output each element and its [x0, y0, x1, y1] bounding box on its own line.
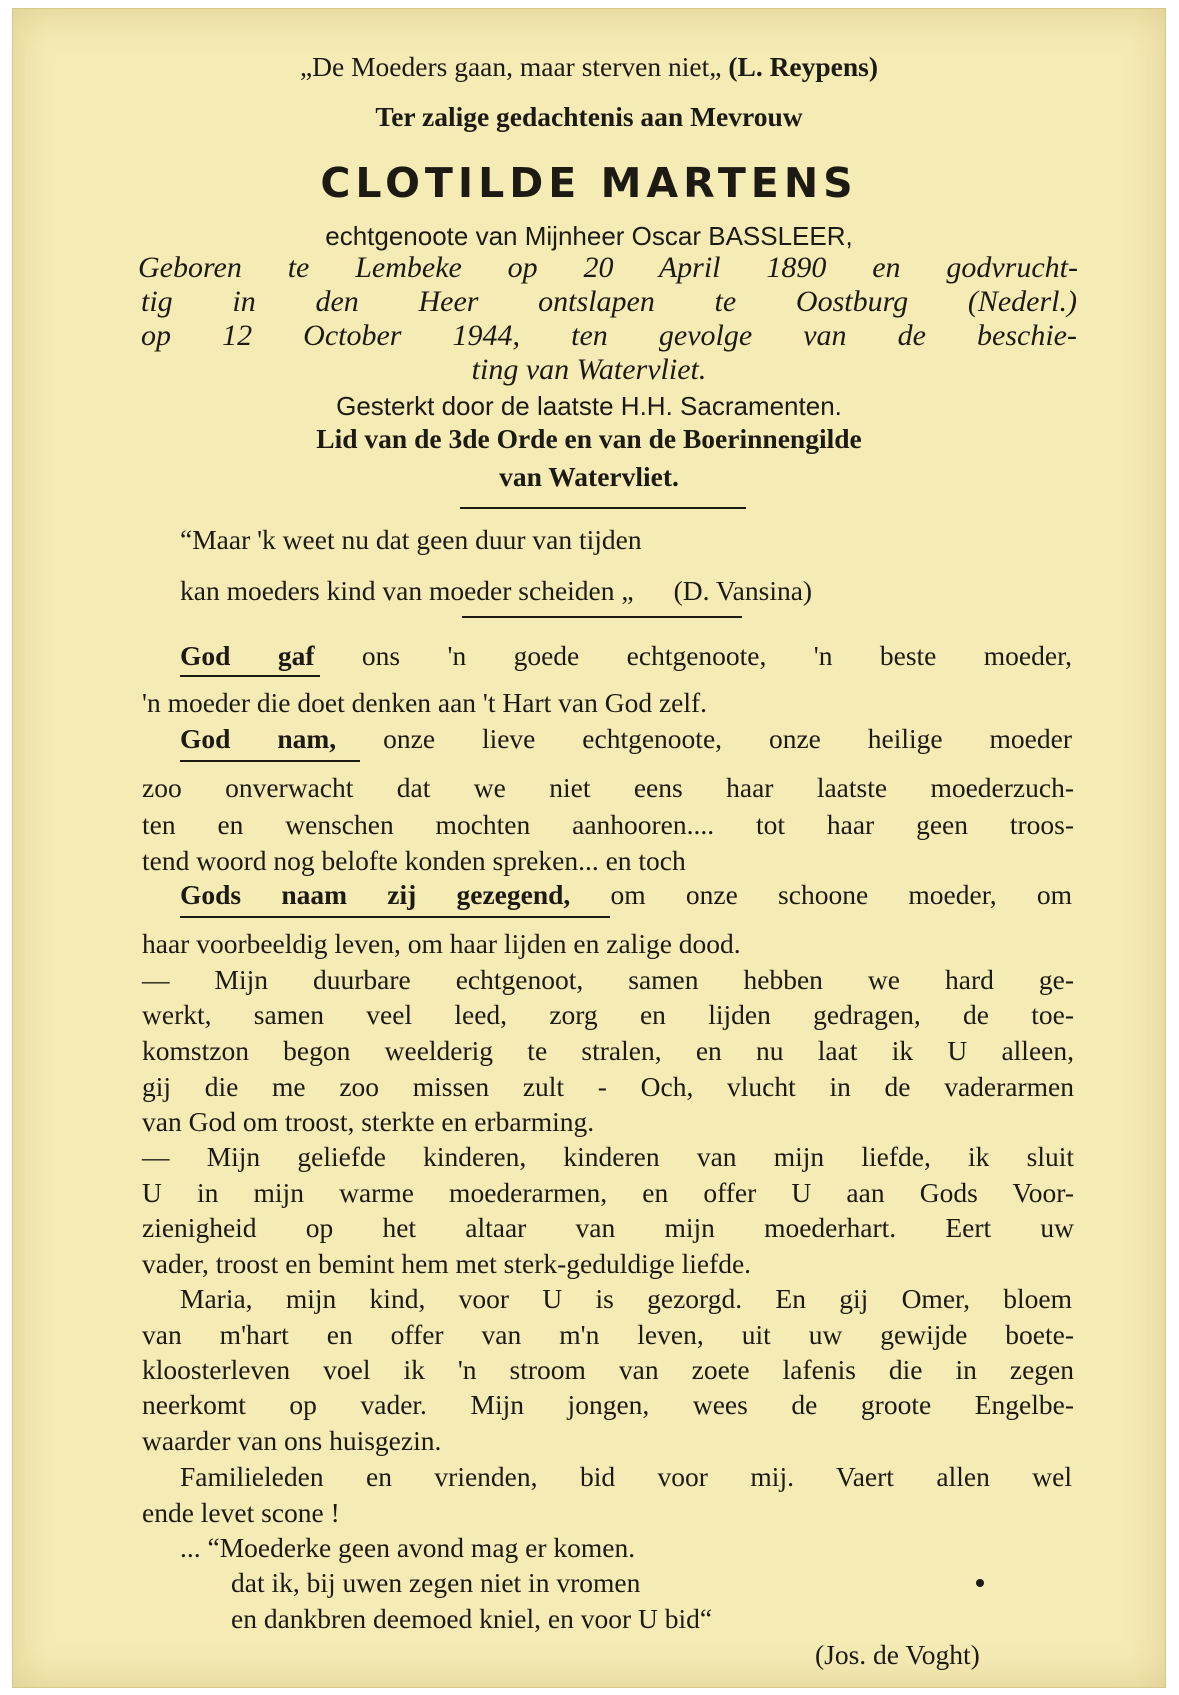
maria-line-1: Maria, mijn kind, voor U is gezorgd. En gij Omer, bloem: [180, 1283, 1072, 1314]
poem-2-line-2: dat ik, bij uwen zegen niet in vromen: [231, 1567, 641, 1598]
husband-line-4: gij die me zoo missen zult - Och, vlucht in de vaderarmen: [142, 1071, 1074, 1102]
deceased-name: CLOTILDE MARTENS: [320, 159, 858, 207]
maria-line-2: van m'hart en offer van m'n leven, uit uw gewijde boete-: [142, 1319, 1074, 1350]
family-line-1: Familieleden en vrienden, bid voor mij. Vaert allen wel: [180, 1461, 1072, 1492]
maria-line-4: neerkomt op vader. Mijn jongen, wees de groote Engelbe-: [142, 1389, 1074, 1420]
dedication: Ter zalige gedachtenis aan Mevrouw: [375, 101, 803, 132]
spouse-line: echtgenoote van Mijnheer Oscar BASSLEER,: [325, 221, 853, 251]
god-gave-underline: [180, 675, 320, 677]
god-gave-line-2: 'n moeder die doet denken aan 't Hart van God zelf.: [142, 687, 708, 718]
poem-2-line-3: en dankbren deemoed kniel, en voor U bid“: [231, 1603, 713, 1634]
poem-1-line-1: “Maar 'k weet nu dat geen duur van tijden: [180, 524, 642, 555]
header-underline: [460, 507, 746, 509]
children-line-2: U in mijn warme moederarmen, en offer U aan Gods Voor-: [142, 1177, 1074, 1208]
membership-line-2: van Watervliet.: [499, 461, 679, 492]
children-line-1: — Mijn geliefde kinderen, kinderen van mijn liefde, ik sluit: [142, 1141, 1074, 1172]
family-line-2: ende levet scone !: [142, 1497, 340, 1528]
poem-2-line-1: ... “Moederke geen avond mag er komen.: [180, 1532, 636, 1563]
opening-quote: [13, 51, 1165, 83]
children-line-4: vader, troost en bemint hem met sterk-geduldige liefde.: [142, 1248, 752, 1279]
gods-name-underline: [180, 916, 610, 918]
ink-dot: [976, 1579, 984, 1587]
sacraments-line: Gesterkt door de laatste H.H. Sacramenten.: [336, 391, 842, 421]
maria-line-3: kloosterleven voel ik 'n stroom van zoete lafenis die in zegen: [142, 1354, 1074, 1385]
maria-line-5: waarder van ons huisgezin.: [142, 1425, 442, 1456]
birth-death-line-2: tig in den Heer ontslapen te Oostburg (Nederl.): [141, 285, 1077, 318]
husband-line-5: van God om troost, sterkte en erbarming.: [142, 1106, 595, 1137]
god-took-underline: [180, 760, 360, 762]
husband-line-2: werkt, samen veel leed, zorg en lijden gedragen, de toe-: [142, 999, 1074, 1030]
memorial-card: [12, 8, 1166, 1688]
poem-1-line-2: kan moeders kind van moeder scheiden „ (D. Vansina): [180, 575, 813, 606]
birth-death-line-1: Geboren te Lembeke op 20 April 1890 en godvrucht-: [138, 251, 1078, 284]
birth-death-line-4: ting van Watervliet.: [471, 353, 707, 386]
poem-2-author: (Jos. de Voght): [815, 1639, 980, 1670]
poem-1-underline: [462, 616, 742, 618]
opening-quote-text: „De Moeders gaan, maar sterven niet„: [299, 51, 722, 82]
membership-line-1: Lid van de 3de Orde en van de Boerinnengilde: [316, 423, 862, 454]
husband-line-3: komstzon begon weelderig te stralen, en nu laat ik U alleen,: [142, 1035, 1074, 1066]
husband-line-1: — Mijn duurbare echtgenoot, samen hebben we hard ge-: [142, 964, 1074, 995]
gods-name-line-2: haar voorbeeldig leven, om haar lijden en zalige dood.: [142, 928, 741, 959]
god-gave-line-1: God gaf ons 'n goede echtgenoote, 'n beste moeder,: [180, 640, 1073, 671]
god-took-line-4: tend woord nog belofte konden spreken... en toch: [142, 845, 686, 876]
children-line-3: zienigheid op het altaar van mijn moederhart. Eert uw: [142, 1212, 1074, 1243]
opening-quote-author: (L. Reypens): [728, 51, 879, 82]
gods-name-line-1: Gods naam zij gezegend, om onze schoone moeder, om: [180, 879, 1072, 910]
poem-1-author: (D. Vansina): [673, 575, 813, 606]
birth-death-line-3: op 12 October 1944, ten gevolge van de beschie-: [141, 319, 1077, 352]
god-took-line-2: zoo onverwacht dat we niet eens haar laatste moederzuch-: [142, 772, 1074, 803]
god-took-line-3: ten en wenschen mochten aanhooren.... tot haar geen troos-: [142, 809, 1074, 840]
god-took-line-1: God nam, onze lieve echtgenoote, onze heilige moeder: [180, 723, 1072, 754]
